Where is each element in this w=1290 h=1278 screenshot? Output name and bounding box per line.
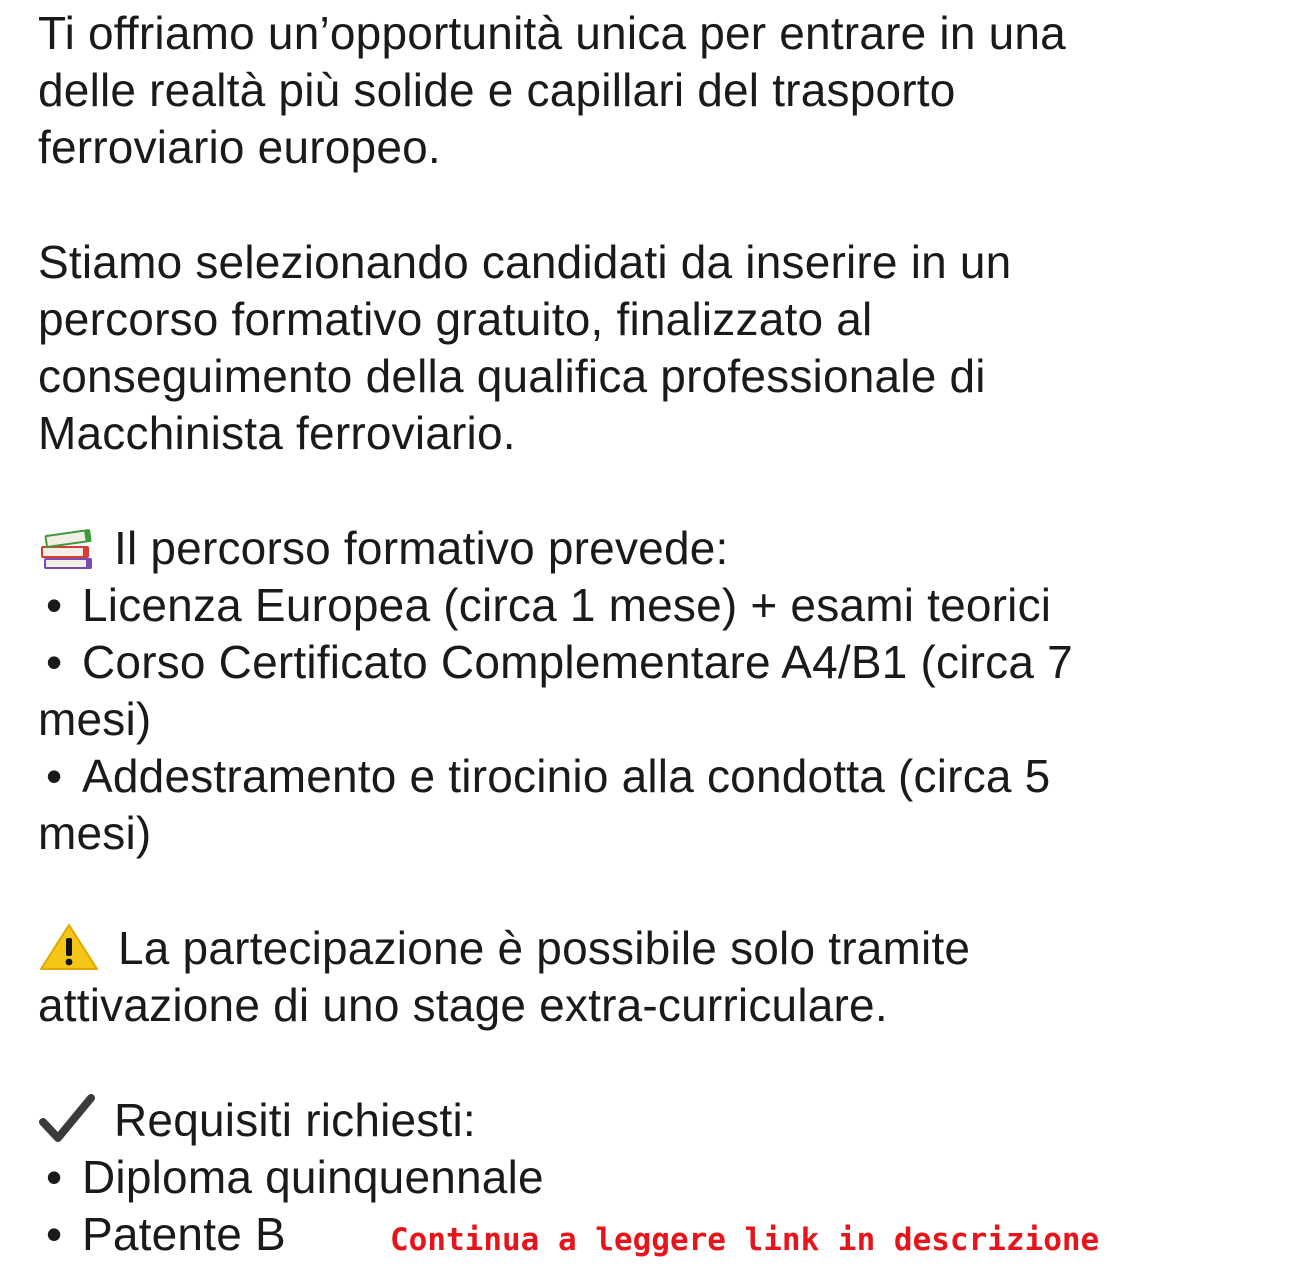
selection-line-2: percorso formativo gratuito, finalizzato al <box>38 293 873 345</box>
bullet: • <box>46 579 63 631</box>
warning-text: La partecipazione è possibile solo tramite <box>118 922 971 974</box>
requirement-item <box>46 1206 286 1263</box>
warning-line-1 <box>38 920 970 985</box>
training-heading <box>38 520 729 585</box>
requirement-item-text: Patente B <box>82 1208 286 1260</box>
bullet: • <box>46 1151 63 1203</box>
training-item <box>46 748 1050 805</box>
selection-line-4: Macchinista ferroviario. <box>38 407 516 459</box>
training-item <box>46 634 1073 691</box>
requirement-item-text: Diploma quinquennale <box>82 1151 544 1203</box>
training-item-continuation: mesi) <box>38 693 152 745</box>
intro-line-2: delle realtà più solide e capillari del trasporto <box>38 64 956 116</box>
books-icon <box>38 522 96 585</box>
bullet: • <box>46 750 63 802</box>
read-more-caption: Continua a leggere link in descrizione <box>390 1222 1100 1258</box>
warning-icon <box>38 922 100 985</box>
requirements-heading <box>38 1092 476 1157</box>
training-item-text: Corso Certificato Complementare A4/B1 (circa 7 <box>82 636 1073 688</box>
intro-line-1: Ti offriamo un’opportunità unica per entrare in una <box>38 7 1066 59</box>
training-heading-text: Il percorso formativo prevede: <box>114 522 729 574</box>
bullet: • <box>46 636 63 688</box>
requirement-item <box>46 1149 544 1206</box>
training-item <box>46 577 1051 634</box>
check-mark-icon <box>38 1094 96 1157</box>
intro-line-3: ferroviario europeo. <box>38 121 441 173</box>
selection-line-1: Stiamo selezionando candidati da inserire in un <box>38 236 1012 288</box>
training-item-text: Licenza Europea (circa 1 mese) + esami teorici <box>82 579 1052 631</box>
training-item-text: Addestramento e tirocinio alla condotta (circa 5 <box>82 750 1051 802</box>
bullet: • <box>46 1208 63 1260</box>
training-item-continuation: mesi) <box>38 807 152 859</box>
warning-line-2: attivazione di uno stage extra-curriculare. <box>38 979 888 1031</box>
requirements-heading-text: Requisiti richiesti: <box>114 1094 476 1146</box>
selection-line-3: conseguimento della qualifica professionale di <box>38 350 986 402</box>
